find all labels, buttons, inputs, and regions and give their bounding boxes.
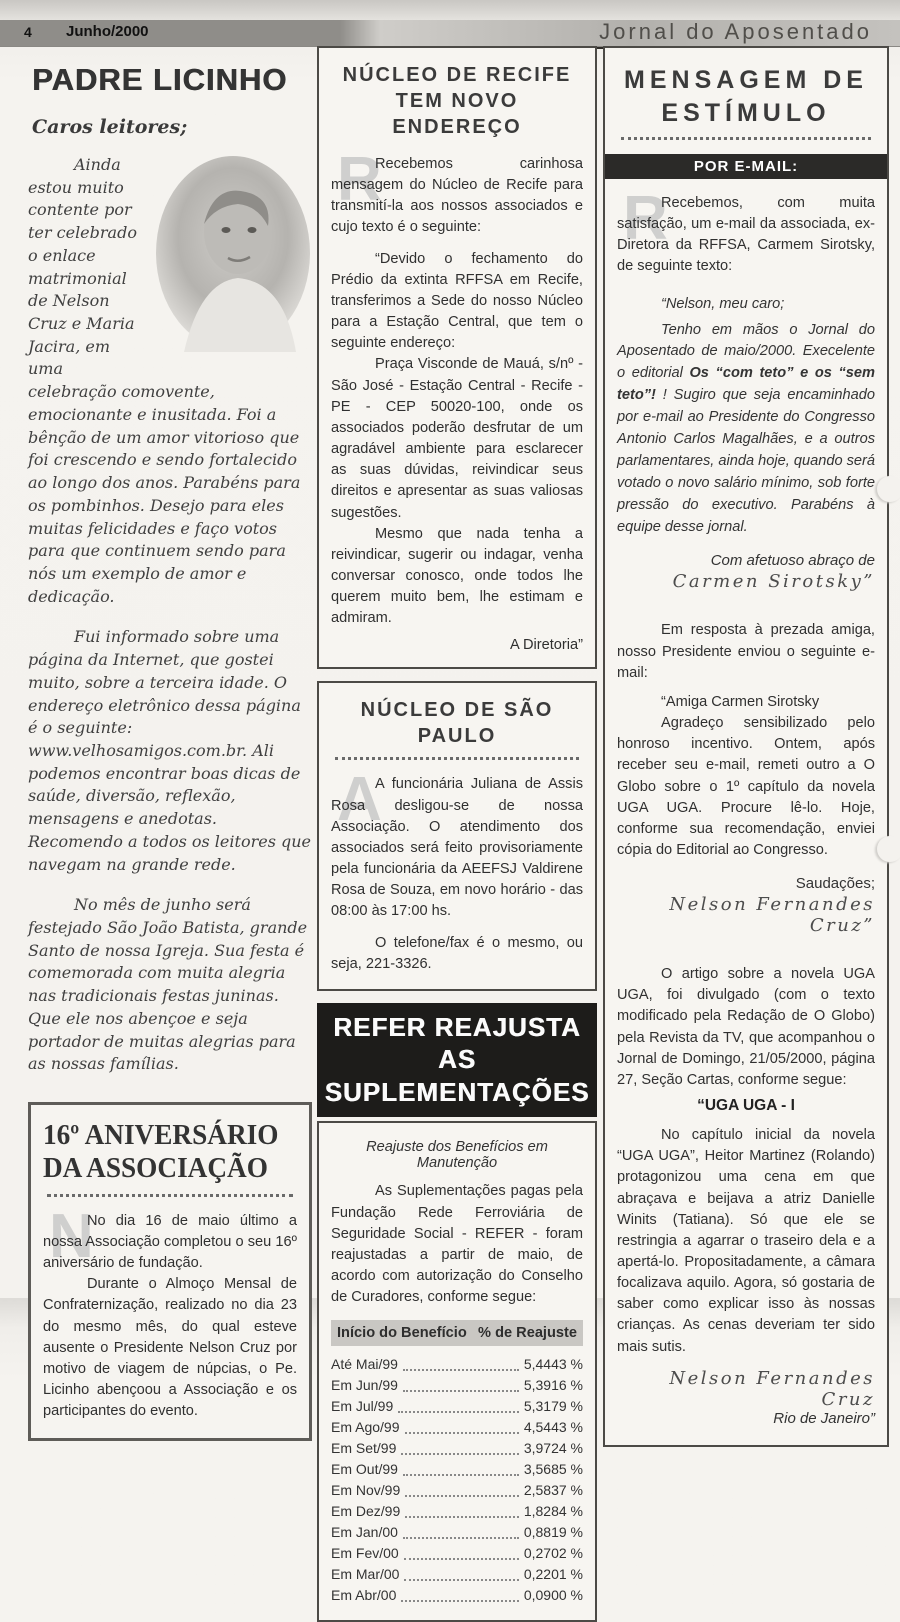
signature-place: Rio de Janeiro” bbox=[773, 1409, 875, 1427]
article-paragraph: No mês de junho será festejado São João Batista, grande Santo de nossa Igreja. Sua festa é comemorada com muita alegria nas tradicionais festas juninas. Que ele nos abençoe e seja portador de muitas alegrias para as nossas famílias. bbox=[28, 895, 308, 1074]
sao-paulo-body bbox=[331, 765, 583, 974]
sao-paulo-box bbox=[317, 681, 597, 990]
article-paragraph: Ainda estou muito contente por ter celebrado o enlace matrimonial de Nelson Cruz e Maria Jacira, em uma celebração comovente, emocionante e inusitada. Foi a bênção de um amor vitorioso que foi crescendo e sendo fortalecido ao longo dos anos. Parabéns para os pombinhos. Desejo para eles muitas felicidades e faço votos para que continuem sendo para nós um exemplo de amor e dedicação. bbox=[28, 155, 301, 606]
anniversary-paragraph: No dia 16 de maio último a nossa Associação completou o seu 16º aniversário de fundação. bbox=[43, 1212, 297, 1272]
table-row bbox=[331, 1459, 583, 1480]
table-col-reajuste: % de Reajuste bbox=[478, 1325, 577, 1342]
row-label: Em Dez/99 bbox=[331, 1503, 401, 1520]
scan-top-strip bbox=[0, 0, 900, 20]
row-value: 1,8284 % bbox=[523, 1503, 583, 1520]
column-left bbox=[28, 56, 312, 1441]
quote-bold-editorial: Os “com teto” e os “sem teto”! bbox=[617, 365, 875, 404]
closing-line: Saudações; bbox=[795, 875, 875, 893]
mensagem-body bbox=[617, 184, 875, 1427]
dotted-leader bbox=[403, 1369, 519, 1371]
dotted-leader bbox=[405, 1495, 519, 1497]
dotted-leader bbox=[405, 1432, 519, 1434]
dotted-leader bbox=[404, 1579, 518, 1581]
refer-subtitle: Reajuste dos Benefícios em Manutenção bbox=[366, 1139, 548, 1172]
table-row bbox=[331, 1585, 583, 1606]
table-row bbox=[331, 1438, 583, 1459]
quote-line: “Nelson, meu caro; bbox=[661, 295, 785, 312]
article-body-padre bbox=[28, 154, 312, 1076]
row-value: 0,8819 % bbox=[523, 1524, 583, 1541]
row-label: Em Set/99 bbox=[331, 1440, 397, 1457]
table-row bbox=[331, 1501, 583, 1522]
mensagem-paragraph: Recebemos, com muita satisfação, um e-mail da associada, ex-Diretora da RFFSA, Carmem Sirotsky, de seguinte texto: bbox=[617, 195, 875, 275]
refer-table-header bbox=[331, 1320, 583, 1346]
anniversary-paragraph: Durante o Almoço Mensal de Confraternização, realizado no dia 23 do mesmo mês, do qual esteve ausente o Presidente Nelson Cruz por motivo de viagem de núpcias, o Pe. Licinho abençoou a Associação e os participantes do evento. bbox=[43, 1276, 297, 1420]
dotted-leader bbox=[403, 1537, 519, 1539]
sao-paulo-paragraph: O telefone/fax é o mesmo, ou seja, 221-3326. bbox=[331, 934, 583, 972]
dotted-leader bbox=[403, 1390, 519, 1392]
mensagem-paragraph: No capítulo inicial da novela “UGA UGA”, Heitor Martinez (Rolando) protagonizou uma cena em que abraçava e beijava a atriz Danielle Winits (Tatiana). Só que ele se restringia a agarrar o traseiro dela e a apertá-lo. Propositadamente, a câmara focalizava aquilo. Agora, só gostaria de saber como explicar isso às nossas crianças. As cenas deveriam ter sido mais sutis. bbox=[617, 1127, 875, 1355]
article-paragraph: Fui informado sobre uma página da Internet, que gostei muito, sobre a terceira idade. O endereço eletrônico dessa página é o seguinte: www.velhosamigos.com.br. Ali podemos encontrar boas dicas de saúde, diversão, reflexão, mensagens e anedotas. Recomendo a todos os leitores que navegam na grande rede. bbox=[28, 627, 311, 874]
quote-paragraph: Agradeço sensibilizado pelo honroso incentivo. Ontem, após receber seu e-mail, remeti outro a O Globo sobre o 1º capítulo da novela UGA UGA. Procure lê-lo. Hoje, conforme sua recomendação, enviei cópia do Editorial ao Congresso. bbox=[617, 715, 875, 858]
dotted-leader bbox=[398, 1411, 519, 1413]
portrait-photo-svg bbox=[154, 154, 312, 352]
portrait-photo bbox=[154, 154, 312, 352]
row-value: 0,2201 % bbox=[523, 1566, 583, 1583]
signature-carmen: Carmen Sirotsky” bbox=[672, 571, 875, 593]
row-label: Em Out/99 bbox=[331, 1461, 398, 1478]
refer-table bbox=[331, 1354, 583, 1606]
recife-title: NÚCLEO DE RECIFE TEM NOVO ENDEREÇO bbox=[342, 64, 572, 138]
table-row bbox=[331, 1543, 583, 1564]
uga-uga-heading: “UGA UGA - I bbox=[697, 1097, 795, 1115]
row-value: 5,3916 % bbox=[523, 1377, 583, 1394]
row-value: 2,5837 % bbox=[523, 1482, 583, 1499]
page-number: 4 bbox=[24, 24, 32, 40]
drop-cap: R bbox=[623, 184, 668, 253]
closing-line: Com afetuoso abraço de bbox=[710, 552, 875, 570]
quote-text: Tenho em mãos o Jornal do Aposentado de maio/2000. Execelente o editorial bbox=[617, 321, 875, 382]
dotted-leader bbox=[403, 1474, 519, 1476]
recife-body bbox=[331, 145, 583, 654]
row-value: 3,9724 % bbox=[523, 1440, 583, 1457]
mensagem-box bbox=[603, 46, 889, 1447]
row-label: Em Jul/99 bbox=[331, 1398, 394, 1415]
refer-headline: REFER REAJUSTA AS SUPLEMENTAÇÕES bbox=[317, 1003, 597, 1118]
table-row bbox=[331, 1522, 583, 1543]
dotted-divider bbox=[621, 137, 871, 140]
row-label: Em Jun/99 bbox=[331, 1377, 398, 1394]
row-label: Em Jan/00 bbox=[331, 1524, 398, 1541]
recife-signature: A Diretoria” bbox=[510, 637, 583, 654]
sao-paulo-title: NÚCLEO DE SÃO PAULO bbox=[360, 699, 554, 748]
row-value: 0,0900 % bbox=[523, 1587, 583, 1604]
anniversary-title: 16º ANIVERSÁRIO DA ASSOCIAÇÃO bbox=[43, 1119, 279, 1185]
row-label: Em Abr/00 bbox=[331, 1587, 397, 1604]
column-right bbox=[603, 46, 889, 1447]
article-title-padre-licinho: PADRE LICINHO bbox=[32, 62, 288, 97]
dotted-leader bbox=[401, 1453, 518, 1455]
table-row bbox=[331, 1375, 583, 1396]
dotted-leader bbox=[404, 1558, 519, 1560]
dotted-leader bbox=[401, 1600, 518, 1602]
signature-nelson-2: Nelson Fernandes Cruz bbox=[669, 1367, 875, 1410]
row-value: 3,5685 % bbox=[523, 1461, 583, 1478]
recife-box bbox=[317, 46, 597, 669]
row-label: Em Fev/00 bbox=[331, 1545, 399, 1562]
row-label: Até Mai/99 bbox=[331, 1356, 398, 1373]
row-value: 5,4443 % bbox=[523, 1356, 583, 1373]
refer-paragraph: As Suplementações pagas pela Fundação Rede Ferroviária de Seguridade Social - REFER - foram reajustadas a partir de maio, de acordo com autorização do Conselho de Curadores, conforme segue: bbox=[331, 1183, 583, 1306]
sao-paulo-paragraph: A funcionária Juliana de Assis Rosa desligou-se de nossa Associação. O atendimento dos associados será feito provisoriamente pela funcionária da AEEFSJ Valdirene Rosa de Souza, em novo horário - das 08:00 às 17:00 hs. bbox=[331, 776, 583, 920]
article-salutation: Caros leitores; bbox=[32, 116, 188, 138]
table-row bbox=[331, 1417, 583, 1438]
quote-line: “Amiga Carmen Sirotsky bbox=[661, 693, 820, 710]
row-value: 4,5443 % bbox=[523, 1419, 583, 1436]
row-label: Em Nov/99 bbox=[331, 1482, 401, 1499]
dotted-leader bbox=[405, 1516, 519, 1518]
dotted-divider bbox=[335, 757, 579, 760]
drop-cap: N bbox=[49, 1201, 94, 1271]
row-label: Em Ago/99 bbox=[331, 1419, 400, 1436]
mensagem-paragraph: O artigo sobre a novela UGA UGA, foi divulgado (com o texto modificado pela Redação de O Globo) pela Revista da TV, que acompanhou o Jornal de Domingo, 21/05/2000, página 27, Seção Cartas, conforme segue: bbox=[617, 966, 875, 1088]
recife-paragraph: Mesmo que nada tenha a reivindicar, sugerir ou indagar, venha conversar conosco, onde todos lhe querem muito bem, lhe estimam e admiram. bbox=[331, 525, 583, 627]
quote-paragraph bbox=[617, 320, 875, 539]
table-row bbox=[331, 1354, 583, 1375]
signature-nelson: Nelson Fernandes Cruz” bbox=[669, 894, 875, 937]
drop-cap: R bbox=[337, 145, 382, 214]
scan-curl-mark bbox=[877, 476, 900, 502]
anniversary-body bbox=[43, 1201, 297, 1423]
dotted-divider bbox=[47, 1194, 293, 1197]
row-value: 0,2702 % bbox=[523, 1545, 583, 1562]
quote-text: ! Sugiro que seja encaminhado por e-mail ao Presidente do Congresso Antonio Carlos Magalhães, e a outros parlamentares, ainda hoje, quando será votado o novo salário mínimo, sob forte pressão do executivo. Parabéns à equipe desse jornal. bbox=[617, 387, 875, 535]
recife-paragraph: Recebemos carinhosa mensagem do Núcleo de Recife para transmití-la aos nossos associados e cujo texto é o seguinte: bbox=[331, 156, 583, 236]
row-value: 5,3179 % bbox=[523, 1398, 583, 1415]
por-email-bar: POR E-MAIL: bbox=[605, 154, 887, 179]
anniversary-box bbox=[28, 1102, 312, 1441]
drop-cap: A bbox=[337, 765, 382, 835]
mensagem-paragraph: Em resposta à prezada amiga, nosso Presidente enviou o seguinte e-mail: bbox=[617, 622, 875, 681]
column-middle bbox=[317, 46, 597, 1622]
mensagem-title: MENSAGEM DE ESTÍMULO bbox=[624, 66, 868, 127]
masthead-title: Jornal do Aposentado bbox=[599, 19, 872, 44]
recife-paragraph: Praça Visconde de Mauá, s/nº - São José - Estação Central - Recife - PE - CEP 50020-100, onde os associados poderão desfrutar de um agradável ambiente para esclarecer as suas dúvidas, reivindicar seus direitos e apresentar as suas valiosas sugestões. bbox=[331, 356, 583, 521]
refer-box bbox=[317, 1121, 597, 1622]
recife-paragraph: “Devido o fechamento do Prédio da extinta RFFSA em Recife, transferimos a Sede do nosso Núcleo para a Estação Central, que tem o seguinte endereço: bbox=[331, 250, 583, 352]
table-row bbox=[331, 1396, 583, 1417]
table-col-inicio: Início do Benefício bbox=[337, 1325, 467, 1342]
row-label: Em Mar/00 bbox=[331, 1566, 400, 1583]
table-row bbox=[331, 1480, 583, 1501]
table-row bbox=[331, 1564, 583, 1585]
scan-curl-mark bbox=[877, 836, 900, 862]
issue-date: Junho/2000 bbox=[66, 23, 149, 40]
